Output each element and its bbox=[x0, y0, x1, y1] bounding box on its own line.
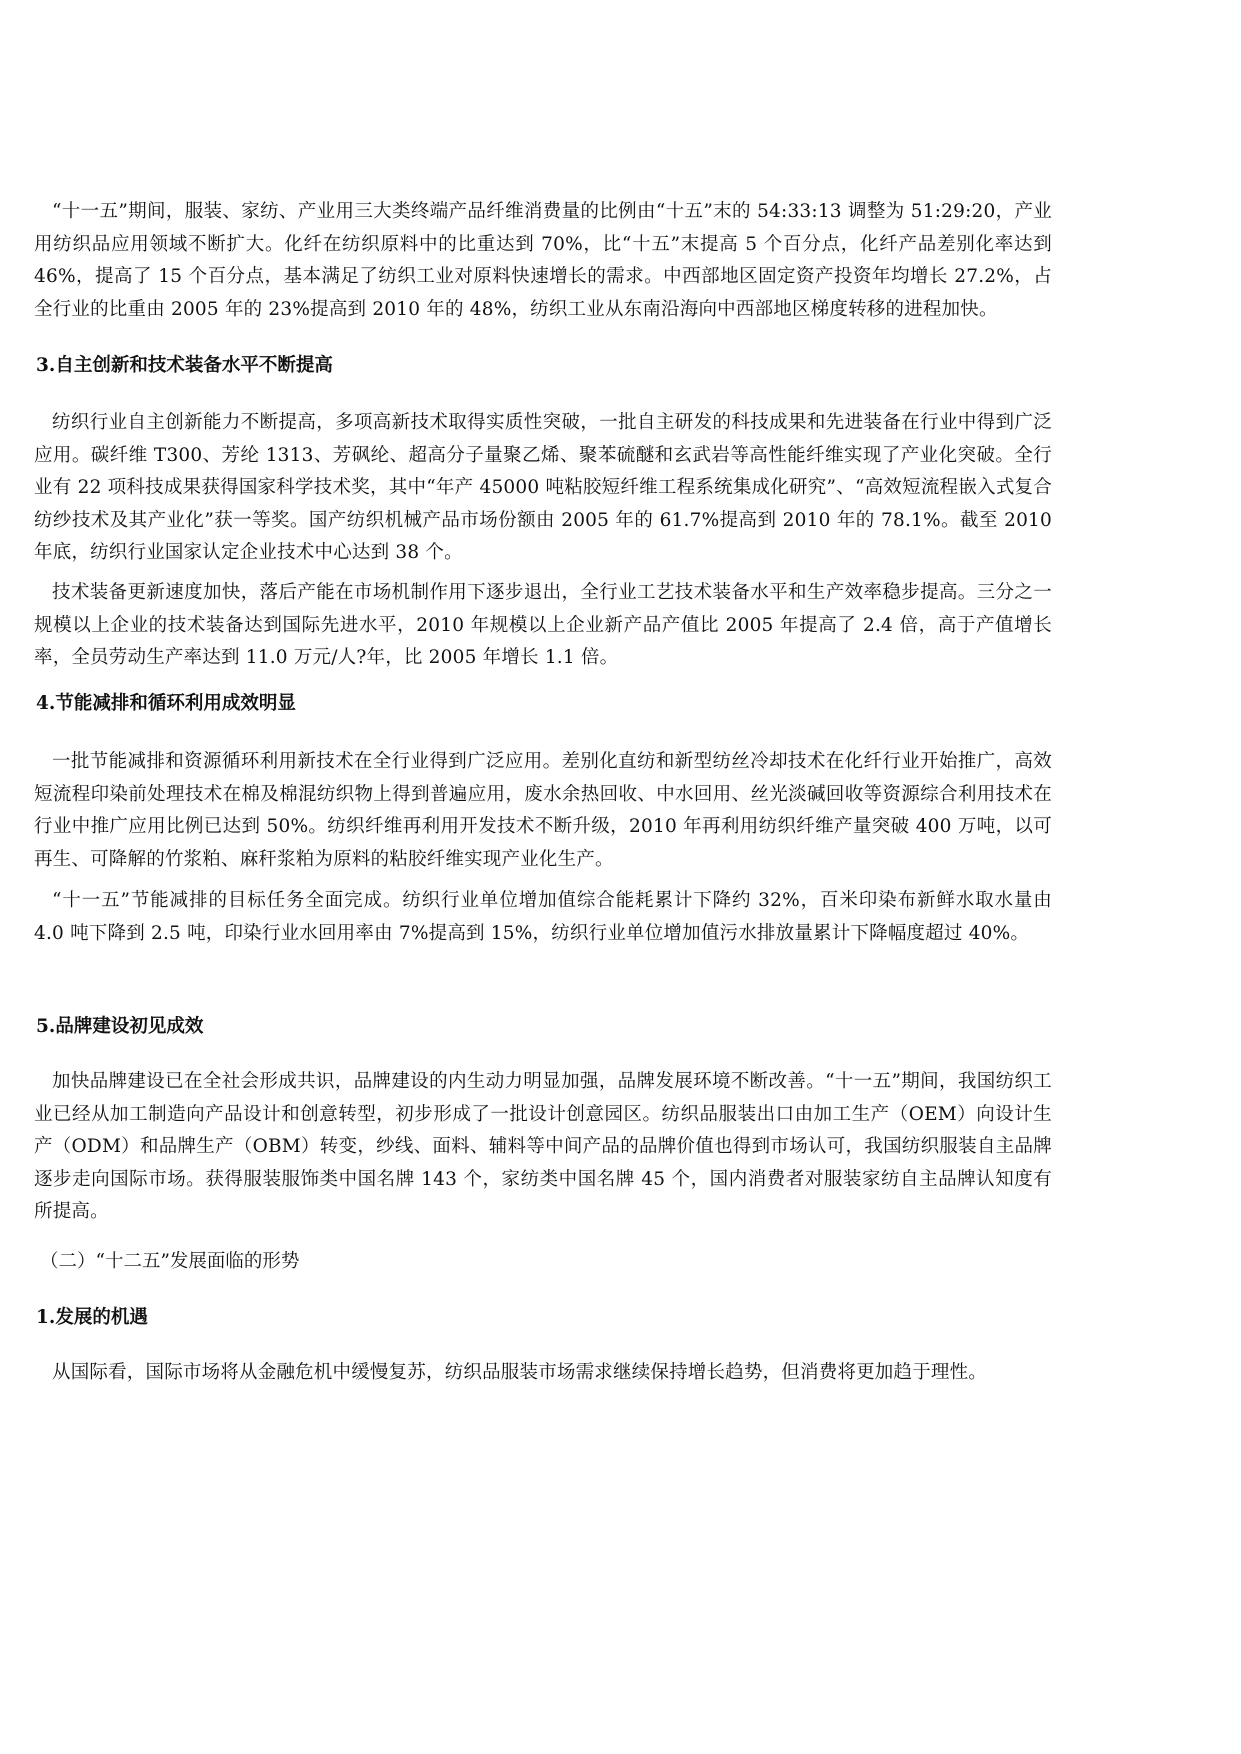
paragraph-innovation bbox=[34, 407, 1052, 570]
paragraph-recycling bbox=[34, 746, 1052, 876]
heading-text: 4.节能减排和循环利用成效明显 bbox=[36, 693, 296, 714]
paragraph-text: 纺织行业自主创新能力不断提高，多项高新技术取得实质性突破，一批自主研发的科技成果和先进装备在行业中得到广泛应用。碳纤维 T300、芳纶 1313、芳砜纶、超高分子量聚乙烯、聚苯硫醚和玄武岩等高性能纤维实现了产业化突破。全行业有 22 项科技成果获得国家科学技术奖，其中“年产 45000 吨粘胶短纤维工程系统集成化研究”、“高效短流程嵌入式复合纺纱技术及其产业化”获一等奖。国产纺织机械产品市场份额由 2005 年的 61.7%提高到 2010 年的 78.1%。截至 2010 年底，纺织行业国家认定企业技术中心达到 38 个。 bbox=[34, 412, 1052, 564]
heading-text: 1.发展的机遇 bbox=[36, 1307, 148, 1328]
paragraph-text: “十一五”期间，服装、家纺、产业用三大类终端产品纤维消费量的比例由“十五”末的 54:33:13 调整为 51:29:20，产业用纺织品应用领域不断扩大。化纤在纺织原料中的比重达到 70%，比“十五”末提高 5 个百分点，化纤产品差别化率达到 46%，提高了 15 个百分点，基本满足了纺织工业对原料快速增长的需求。中西部地区固定资产投资年均增长 27.2%，占全行业的比重由 2005 年的 23%提高到 2010 年的 48%，纺织工业从东南沿海向中西部地区梯度转移的进程加快。 bbox=[34, 201, 1052, 320]
paragraph-emission-targets bbox=[34, 885, 1052, 950]
paragraph-equipment bbox=[34, 577, 1052, 675]
paragraph-international bbox=[34, 1357, 1052, 1390]
paragraph-text: 从国际看，国际市场将从金融危机中缓慢复苏，纺织品服装市场需求继续保持增长趋势，但消费将更加趋于理性。 bbox=[52, 1362, 988, 1383]
section-heading-energy-saving bbox=[34, 691, 1052, 717]
section-heading-innovation bbox=[34, 353, 1052, 379]
paragraph-text: 技术装备更新速度加快，落后产能在市场机制作用下逐步退出，全行业工艺技术装备水平和生产效率稳步提高。三分之一规模以上企业的技术装备达到国际先进水平，2010 年规模以上企业新产品产值比 2005 年提高了 2.4 倍，高于产值增长率，全员劳动生产率达到 11.0 万元/人?年，比 2005 年增长 1.1 倍。 bbox=[34, 582, 1052, 669]
subsection-heading-situation bbox=[34, 1249, 1052, 1275]
paragraph-text: 一批节能减排和资源循环利用新技术在全行业得到广泛应用。差别化直纺和新型纺丝冷却技术在化纤行业开始推广，高效短流程印染前处理技术在棉及棉混纺织物上得到普遍应用，废水余热回收、中水回用、丝光淡碱回收等资源综合利用技术在行业中推广应用比例已达到 50%。纺织纤维再利用开发技术不断升级，2010 年再利用纺织纤维产量突破 400 万吨，以可再生、可降解的竹浆粕、麻秆浆粕为原料的粘胶纤维实现产业化生产。 bbox=[34, 751, 1052, 870]
heading-text: 3.自主创新和技术装备水平不断提高 bbox=[36, 355, 333, 376]
paragraph-text: “十一五”节能减排的目标任务全面完成。纺织行业单位增加值综合能耗累计下降约 32%，百米印染布新鲜水取水量由 4.0 吨下降到 2.5 吨，印染行业水回用率由 7%提高到 15%，纺织行业单位增加值污水排放量累计下降幅度超过 40%。 bbox=[34, 890, 1052, 944]
paragraph-text: 加快品牌建设已在全社会形成共识，品牌建设的内生动力明显加强，品牌发展环境不断改善。“十一五”期间，我国纺织工业已经从加工制造向产品设计和创意转型，初步形成了一批设计创意园区。纺织品服装出口由加工生产（OEM）向设计生产（ODM）和品牌生产（OBM）转变，纱线、面料、辅料等中间产品的品牌价值也得到市场认可，我国纺织服装自主品牌逐步走向国际市场。获得服装服饰类中国名牌 143 个，家纺类中国名牌 45 个，国内消费者对服装家纺自主品牌认知度有所提高。 bbox=[34, 1071, 1052, 1223]
paragraph-fiber-structure bbox=[34, 196, 1052, 326]
heading-text: 5.品牌建设初见成效 bbox=[36, 1016, 204, 1037]
section-heading-branding bbox=[34, 1014, 1052, 1040]
section-heading-opportunities bbox=[34, 1305, 1052, 1331]
paragraph-branding bbox=[34, 1066, 1052, 1229]
heading-text: （二）“十二五”发展面临的形势 bbox=[40, 1251, 300, 1272]
